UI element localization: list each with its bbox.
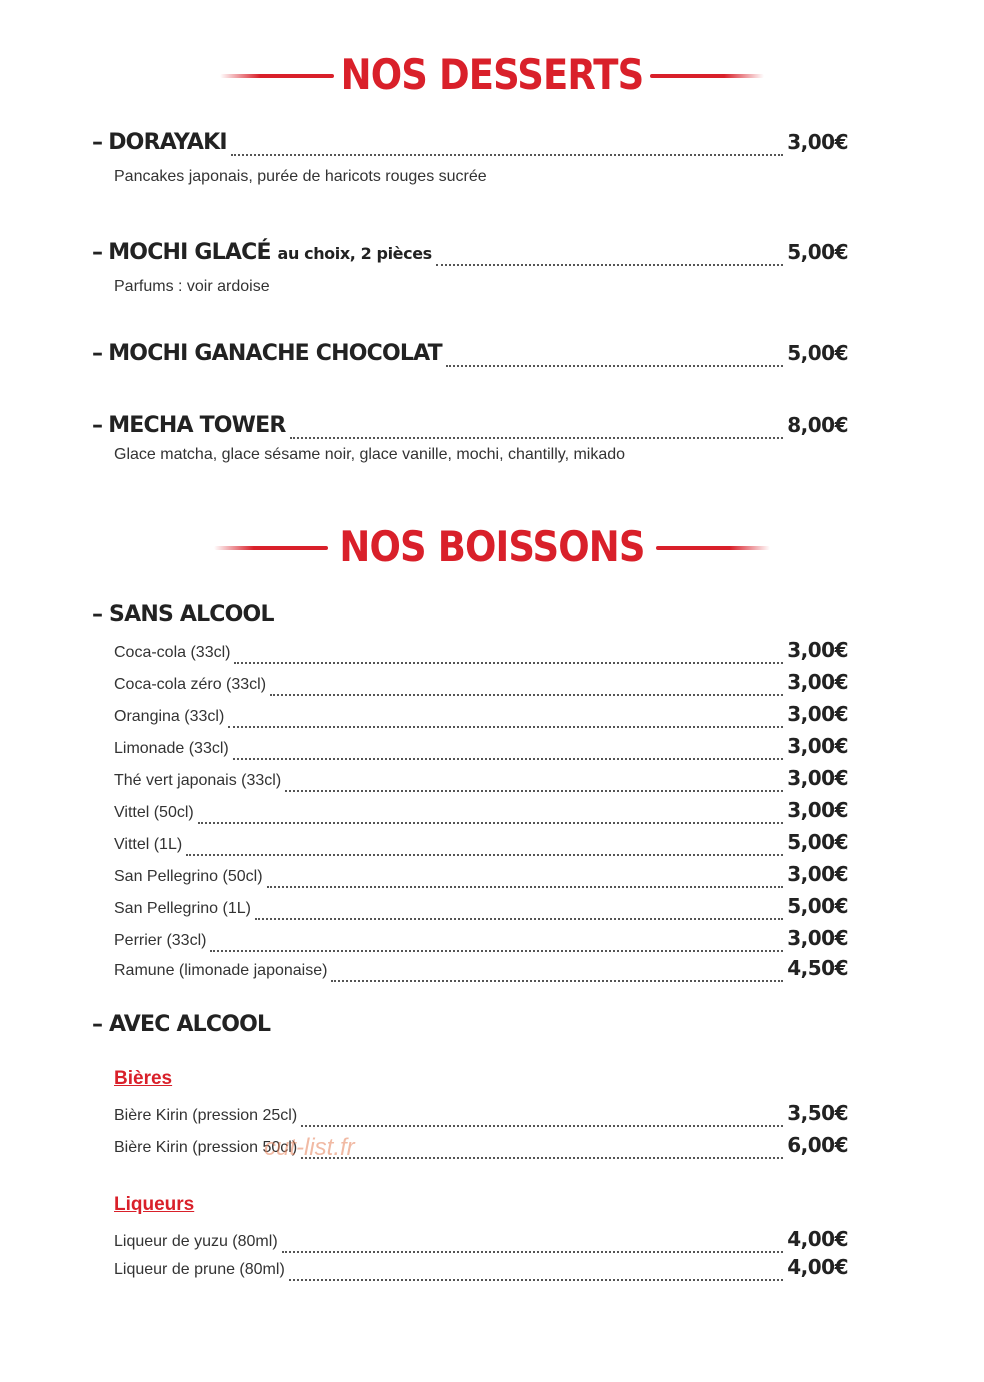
item-price: 5,00€	[787, 240, 848, 264]
leader-dots	[233, 758, 784, 760]
drink-item	[114, 1133, 848, 1163]
leader-dots	[289, 1279, 783, 1281]
leader-dots	[186, 854, 783, 856]
drink-item	[114, 956, 848, 986]
drink-name: Bière Kirin (pression 50cl)	[114, 1139, 298, 1156]
drink-name: Orangina (33cl)	[114, 708, 225, 725]
drink-name: Bière Kirin (pression 25cl)	[114, 1107, 298, 1124]
leader-dots	[285, 790, 783, 792]
drink-price: 3,00€	[787, 702, 848, 726]
drink-item	[114, 1227, 848, 1257]
item-name: – MOCHI GANACHE CHOCOLAT	[92, 341, 442, 366]
drink-item	[114, 1255, 848, 1285]
drink-price: 3,00€	[787, 766, 848, 790]
drink-price: 3,00€	[787, 798, 848, 822]
dessert-item-mochi-ganache	[92, 341, 848, 371]
drink-name: Liqueur de yuzu (80ml)	[114, 1233, 278, 1250]
drink-name: Vittel (50cl)	[114, 804, 194, 821]
drink-item	[114, 926, 848, 956]
drink-price: 4,00€	[787, 1227, 848, 1251]
leader-dots	[301, 1125, 783, 1127]
title-decoration-right	[650, 74, 764, 78]
desserts-title: NOS DESSERTS	[340, 50, 644, 99]
drink-price: 3,00€	[787, 638, 848, 662]
item-price: 3,00€	[787, 130, 848, 154]
drink-item	[114, 830, 848, 860]
drink-name: Perrier (33cl)	[114, 932, 207, 949]
leader-dots	[436, 264, 783, 266]
drink-item	[114, 734, 848, 764]
category-sans-alcool: – SANS ALCOOL	[92, 602, 274, 627]
drink-price: 3,00€	[787, 670, 848, 694]
drink-price: 4,00€	[787, 1255, 848, 1279]
drink-price: 5,00€	[787, 830, 848, 854]
drink-name: Coca-cola zéro (33cl)	[114, 676, 267, 693]
dessert-item-mochi-glace	[92, 240, 848, 270]
item-name: – MOCHI GLACÉ au choix, 2 pièces	[92, 240, 432, 265]
leader-dots	[210, 950, 783, 952]
item-name: – DORAYAKI	[92, 130, 227, 155]
boissons-title: NOS BOISSONS	[339, 522, 645, 571]
leader-dots	[446, 365, 783, 367]
leader-dots	[270, 694, 783, 696]
dessert-item-mecha-tower	[92, 413, 848, 443]
drink-item	[114, 862, 848, 892]
drink-item	[114, 638, 848, 668]
drink-price: 4,50€	[787, 956, 848, 980]
leader-dots	[228, 726, 783, 728]
drink-price: 3,00€	[787, 862, 848, 886]
drink-name: San Pellegrino (50cl)	[114, 868, 263, 885]
drink-name: Ramune (limonade japonaise)	[114, 962, 328, 979]
drink-price: 5,00€	[787, 894, 848, 918]
dessert-item-dorayaki	[92, 130, 848, 160]
drink-item	[114, 670, 848, 700]
drink-name: Limonade (33cl)	[114, 740, 229, 757]
drink-name: Coca-cola (33cl)	[114, 644, 231, 661]
drink-price: 6,00€	[787, 1133, 848, 1157]
item-description: Glace matcha, glace sésame noir, glace vanille, mochi, chantilly, mikado	[114, 446, 626, 463]
drink-price: 3,50€	[787, 1101, 848, 1125]
drink-item	[114, 702, 848, 732]
title-decoration-right	[656, 546, 770, 550]
drink-item	[114, 894, 848, 924]
subcategory-liqueurs: Liqueurs	[114, 1194, 195, 1215]
subcategory-bieres: Bières	[114, 1068, 173, 1089]
item-description: Parfums : voir ardoise	[114, 278, 270, 295]
watermark: cut-list.fr	[264, 1134, 355, 1161]
drink-item	[114, 798, 848, 828]
item-description: Pancakes japonais, purée de haricots rouges sucrée	[114, 168, 487, 185]
leader-dots	[198, 822, 784, 824]
item-price: 5,00€	[787, 341, 848, 365]
item-name: – MECHA TOWER	[92, 413, 286, 438]
drink-price: 3,00€	[787, 926, 848, 950]
drink-price: 3,00€	[787, 734, 848, 758]
drink-item	[114, 766, 848, 796]
item-price: 8,00€	[787, 413, 848, 437]
leader-dots	[282, 1251, 784, 1253]
leader-dots	[267, 886, 784, 888]
drink-item	[114, 1101, 848, 1131]
drink-name: Thé vert japonais (33cl)	[114, 772, 282, 789]
leader-dots	[290, 437, 784, 439]
leader-dots	[234, 662, 783, 664]
leader-dots	[255, 918, 783, 920]
leader-dots	[331, 980, 783, 982]
drink-name: Liqueur de prune (80ml)	[114, 1261, 285, 1278]
leader-dots	[231, 154, 784, 156]
drink-name: Vittel (1L)	[114, 836, 183, 853]
leader-dots	[301, 1157, 783, 1159]
category-avec-alcool: – AVEC ALCOOL	[92, 1012, 271, 1037]
drink-name: San Pellegrino (1L)	[114, 900, 251, 917]
